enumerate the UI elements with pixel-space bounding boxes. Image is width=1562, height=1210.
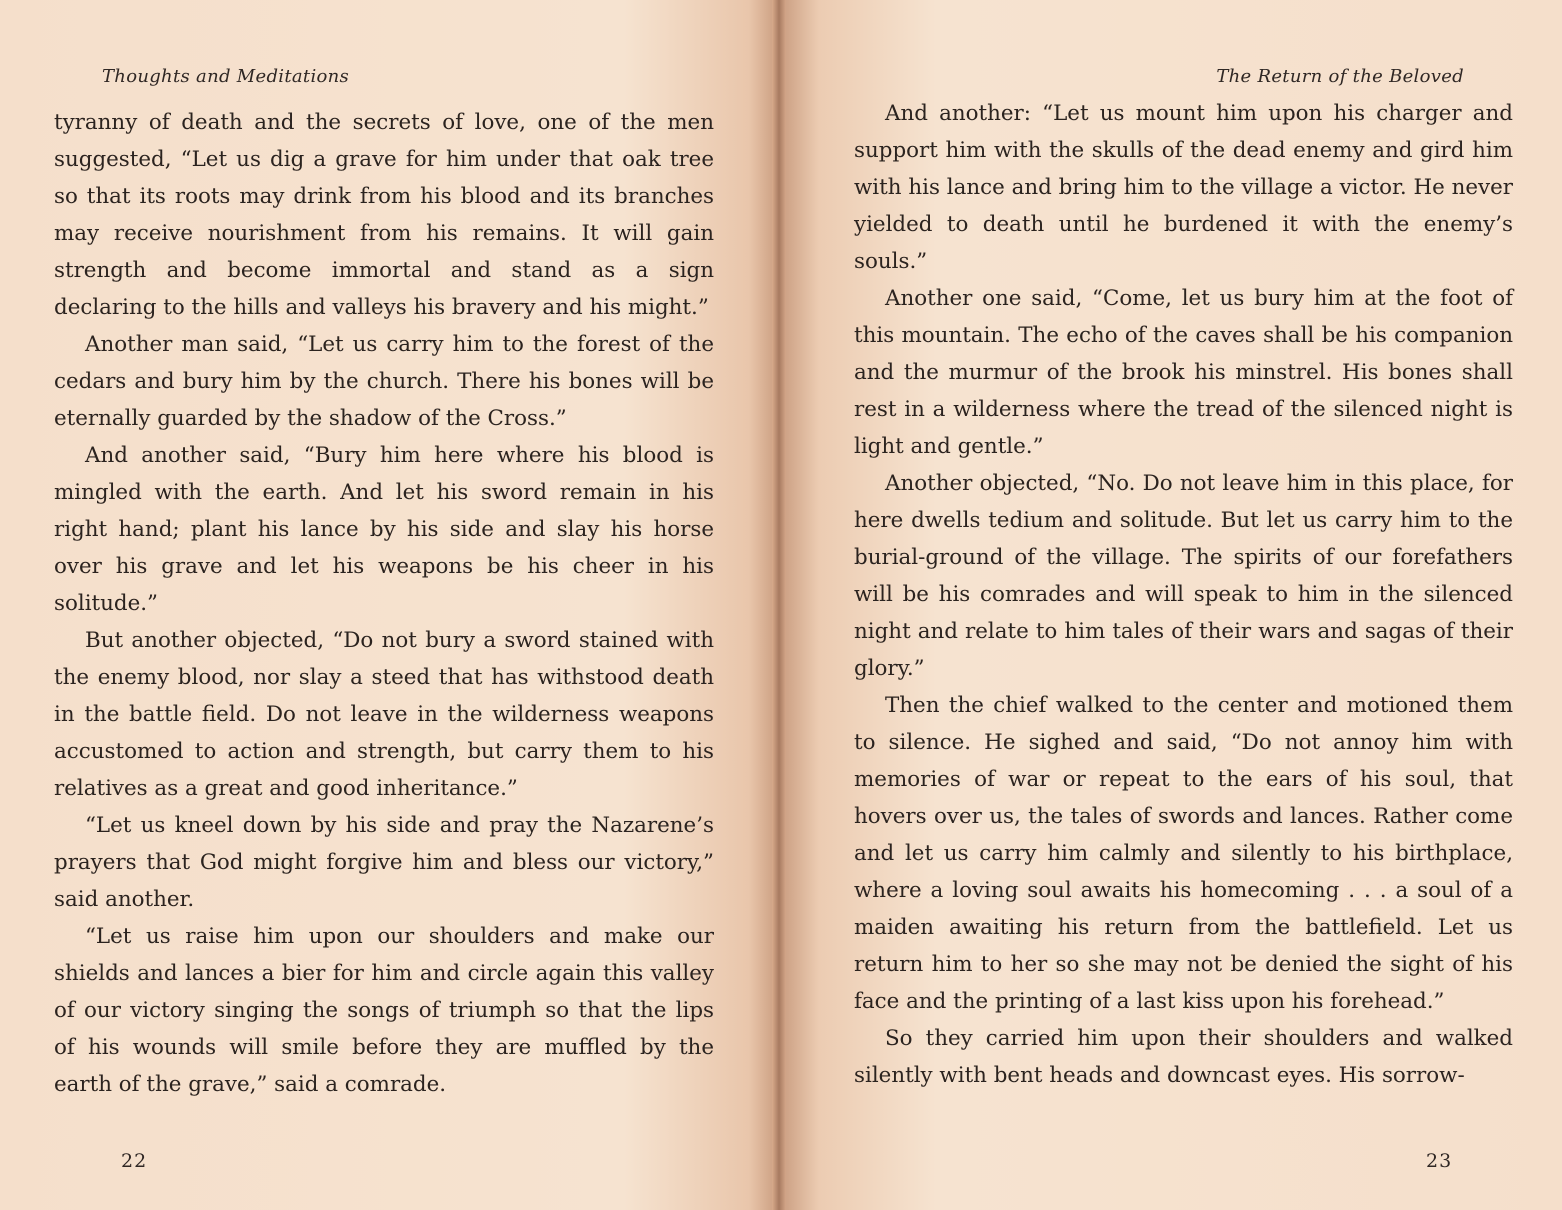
paragraph: tyranny of death and the secrets of love, one of the men suggested, “Let us dig a grave for him under that oak tree so that its roots may drink from his blood and its branches may receive nourishment from his remains. It will gain strength and become immortal and stand as a sign declaring to the hills and valleys his bravery and his might.”: [54, 110, 714, 320]
paragraph: And another: “Let us mount him upon his charger and support him with the skulls of the dead enemy and gird him with his lance and bring him to the village a victor. He never yielded to death until he burdened it with the enemy’s souls.”: [854, 101, 1513, 274]
left-running-head: Thoughts and Meditations: [102, 66, 350, 87]
right-running-head: The Return of the Beloved: [1216, 66, 1464, 87]
paragraph: “Let us kneel down by his side and pray the Nazarene’s prayers that God might forgive him and bless our victory,” said another.: [54, 813, 714, 912]
right-page-text: [854, 95, 1513, 1094]
paragraph: Another objected, “No. Do not leave him in this place, for here dwells tedium and solitude. But let us carry him to the burial-ground of the village. The spirits of our forefathers will be his comrades and will speak to him in the silenced night and relate to him tales of their wars and sagas of their glory.”: [854, 471, 1513, 681]
paragraph: Another one said, “Come, let us bury him at the foot of this mountain. The echo of the caves shall be his companion and the murmur of the brook his minstrel. His bones shall rest in a wilderness where the tread of the silenced night is light and gentle.”: [854, 286, 1513, 459]
paragraph: Another man said, “Let us carry him to the forest of the cedars and bury him by the church. There his bones will be eternally guarded by the shadow of the Cross.”: [54, 332, 714, 431]
left-page-text: [54, 104, 714, 1103]
right-page: [780, 0, 1562, 1210]
book-gutter: [772, 0, 786, 1210]
paragraph: But another objected, “Do not bury a sword stained with the enemy blood, nor slay a steed that has withstood death in the battle field. Do not leave in the wilderness weapons accustomed to action and strength, but carry them to his relatives as a great and good inheritance.”: [54, 628, 714, 801]
right-page-number: 23: [1426, 1150, 1453, 1172]
paragraph: “Let us raise him upon our shoulders and make our shields and lances a bier for him and circle again this valley of our victory singing the songs of triumph so that the lips of his wounds will smile before they are muffled by the earth of the grave,” said a comrade.: [54, 924, 714, 1097]
paragraph: So they carried him upon their shoulders and walked silently with bent heads and downcast eyes. His sorrow-: [854, 1026, 1513, 1088]
paragraph: And another said, “Bury him here where his blood is mingled with the earth. And let his sword remain in his right hand; plant his lance by his side and slay his horse over his grave and let his weapons be his cheer in his solitude.”: [54, 443, 714, 616]
left-page-number: 22: [121, 1150, 148, 1172]
left-page: [0, 0, 780, 1210]
paragraph: Then the chief walked to the center and motioned them to silence. He sighed and said, “Do not annoy him with memories of war or repeat to the ears of his soul, that hovers over us, the tales of swords and lances. Rather come and let us carry him calmly and silently to his birthplace, where a loving soul awaits his homecoming . . . a soul of a maiden awaiting his return from the battlefield. Let us return him to her so she may not be denied the sight of his face and the printing of a last kiss upon his forehead.”: [854, 693, 1513, 1014]
